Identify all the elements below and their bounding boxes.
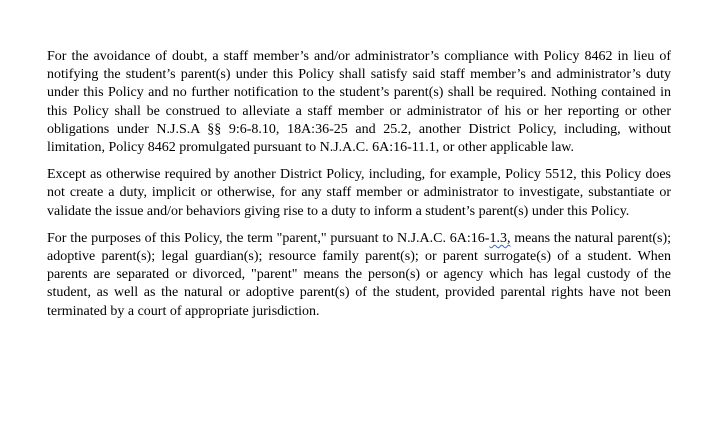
paragraph-parent-definition bbox=[47, 230, 671, 321]
spellcheck-flagged-text[interactable]: 1.3, bbox=[489, 230, 511, 246]
parent-definition-text-start: For the purposes of this Policy, the term "parent," pursuant to N.J.A.C. 6A:16- bbox=[47, 230, 490, 246]
paragraph-no-duty: Except as otherwise required by another District Policy, including, for example, Policy 5512, this Policy does not create a duty, implicit or otherwise, for any staff member or administrator to investigate, substantiate or validate the issue and/or behaviors giving rise to a duty to inform a student’s parent(s) under this Policy. bbox=[47, 167, 671, 219]
document-body bbox=[47, 48, 671, 330]
paragraph-compliance: For the avoidance of doubt, a staff member’s and/or administrator’s compliance with Policy 8462 in lieu of notifying the student’s parent(s) under this Policy shall satisfy said staff member’s and administrator’s duty under this Policy and no further notification to the student’s parent(s) shall be required. Nothing contained in this Policy shall be construed to alleviate a staff member or administrator of his or her reporting or other obligations under N.J.S.A §§ 9:6-8.10, 18A:36-25 and 25.2, another District Policy, including, without limitation, Policy 8462 promulgated pursuant to N.J.A.C. 6A:16-11.1, or other applicable law. bbox=[47, 49, 671, 156]
parent-definition-text-end: means the natural parent(s); adoptive parent(s); legal guardian(s); resource family parent(s); or parent surrogate(s) of a student. When parents are separated or divorced, "parent" means the person(s) or agency which has legal custody of the student, as well as the natural or adoptive parent(s) of the student, provided parental rights have not been terminated by a court of appropriate jurisdiction. bbox=[47, 230, 671, 319]
